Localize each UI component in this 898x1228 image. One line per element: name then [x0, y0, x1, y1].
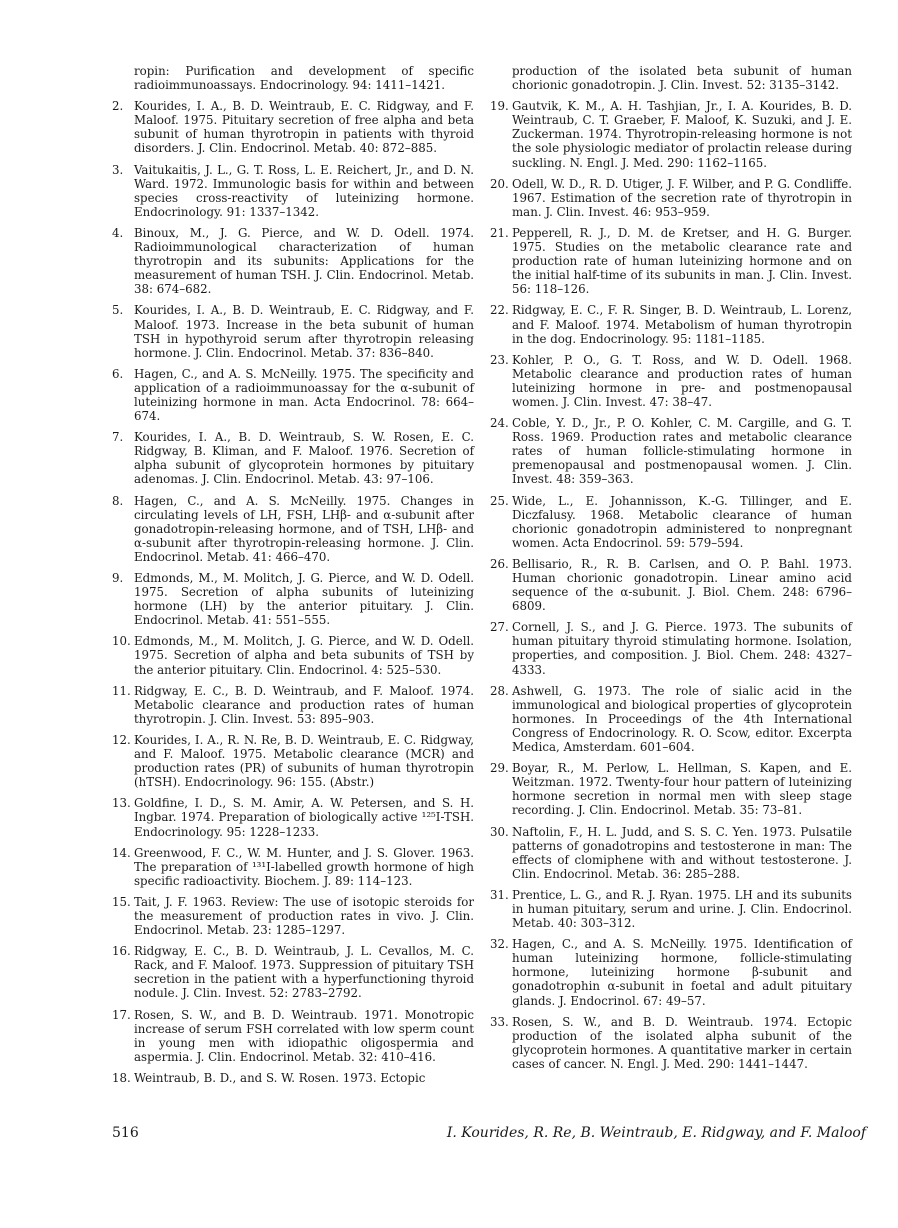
reference-number: 22. — [490, 303, 509, 318]
reference-entry — [112, 571, 474, 627]
reference-text: Weintraub, B. D., and S. W. Rosen. 1973. Ectopic — [134, 1070, 426, 1085]
running-authors: I. Kourides, R. Re, B. Weintraub, E. Ridgway, and F. Maloof — [446, 1125, 866, 1141]
reference-number: 12. — [112, 732, 131, 747]
reference-text: Hagen, C., and A. S. McNeilly. 1975. Identification of human luteinizing hormone, follicle-stimulating hormone, luteinizing hormone β-subunit and gonadotrophin α-subunit in foetal and adult pituitary glands. J. Endocrinol. 67: 49–57. — [512, 937, 852, 1008]
reference-entry — [112, 796, 474, 838]
reference-text: Tait, J. F. 1963. Review: The use of isotopic steroids for the measurement of production rates in vivo. J. Clin. Endocrinol. Metab. 23: 1285–1297. — [134, 894, 474, 938]
reference-text: Cornell, J. S., and J. G. Pierce. 1973. The subunits of human pituitary thyroid stimulating hormone. Isolation, properties, and composition. J. Biol. Chem. 248: 4327–4333. — [512, 620, 852, 677]
reference-entry — [490, 761, 852, 817]
reference-entry — [112, 1008, 474, 1064]
reference-number: 4. — [112, 225, 124, 240]
reference-number: 10. — [112, 634, 131, 649]
reference-text: production of the isolated beta subunit of human chorionic gonadotropin. J. Clin. Invest. 52: 3135–3142. — [512, 64, 852, 93]
reference-number: 26. — [490, 556, 509, 571]
reference-entry — [112, 733, 474, 789]
reference-entry — [490, 226, 852, 296]
reference-text: Kourides, I. A., R. N. Re, B. D. Weintraub, E. C. Ridgway, and F. Maloof. 1975. Metabolic clearance (MCR) and production rates (PR) of subunits of human thyrotropin (hTSH). Endocrinology. 96: 155. (Abstr.) — [134, 732, 474, 790]
reference-text: Naftolin, F., H. L. Judd, and S. S. C. Yen. 1973. Pulsatile patterns of gonadotropins and testosterone in man: The effects of clomiphene with and without testosterone. J. Clin. Endocrinol. Metab. 36: 285–288. — [512, 824, 852, 881]
reference-text: Rosen, S. W., and B. D. Weintraub. 1974. Ectopic production of the isolated alpha subunit of the glycoprotein hormones. A quantitative marker in certain cases of cancer. N. Engl. J. Med. 290: 1441–1447. — [512, 1014, 852, 1071]
reference-entry — [112, 846, 474, 888]
reference-text: ropin: Purification and development of specific radioimmunoassays. Endocrinology. 94: 1411–1421. — [134, 64, 474, 93]
reference-number: 31. — [490, 887, 509, 902]
reference-entry — [490, 416, 852, 486]
reference-entry — [490, 937, 852, 1007]
reference-text: Ridgway, E. C., B. D. Weintraub, and F. Maloof. 1974. Metabolic clearance and production rates of human thyrotropin. J. Clin. Invest. 53: 895–903. — [134, 683, 474, 726]
reference-number: 16. — [112, 944, 131, 959]
reference-entry — [112, 367, 474, 423]
reference-text: Hagen, C., and A. S. McNeilly. 1975. The specificity and application of a radioimmunoassay for the α-subunit of luteinizing hormone in man. Acta Endocrinol. 78: 664–674. — [134, 366, 474, 424]
reference-number: 11. — [112, 683, 131, 698]
reference-text: Ashwell, G. 1973. The role of sialic acid in the immunological and biological properties of glycoprotein hormones. In Proceedings of the 4th International Congress of Endocrinology. R. O. Scow, editor. Excerpta Medica, Amsterdam. 601–604. — [512, 683, 852, 755]
reference-text: Binoux, M., J. G. Pierce, and W. D. Odell. 1974. Radioimmunological characterization of human thyrotropin and its subunits: Applications for the measurement of human TSH. J. Clin. Endocrinol. Metab. 38: 674–682. — [134, 225, 474, 297]
reference-text: Kohler, P. O., G. T. Ross, and W. D. Odell. 1968. Metabolic clearance and production rates of human luteinizing hormone in pre- and postmenopausal women. J. Clin. Invest. 47: 38–47. — [512, 352, 852, 409]
reference-number: 21. — [490, 225, 509, 240]
reference-text: Pepperell, R. J., D. M. de Kretser, and H. G. Burger. 1975. Studies on the metabolic clearance rate and production rate of human luteinizing hormone and on the initial half-time of its subunits in man. J. Clin. Invest. 56: 118–126. — [512, 225, 852, 297]
reference-text: Ridgway, E. C., B. D. Weintraub, J. L. Cevallos, M. C. Rack, and F. Maloof. 1973. Suppression of pituitary TSH secretion in the patient with a hyperfunctioning thyroid nodule. J. Clin. Invest. 52: 2783–2792. — [134, 944, 474, 1001]
reference-number: 20. — [490, 176, 509, 191]
reference-number: 3. — [112, 162, 124, 177]
reference-number: 2. — [112, 99, 124, 114]
reference-text: Vaitukaitis, J. L., G. T. Ross, L. E. Reichert, Jr., and D. N. Ward. 1972. Immunologic basis for within and between species cross-reactivity of luteinizing hormone. Endocrinology. 91: 1337–1342. — [134, 162, 474, 219]
reference-number: 9. — [112, 571, 124, 585]
reference-text: Coble, Y. D., Jr., P. O. Kohler, C. M. Cargille, and G. T. Ross. 1969. Production rates and metabolic clearance rates of human follicle-stimulating hormone in premenopausal and postmenopausal women. J. Clin. Invest. 48: 359–363. — [512, 416, 852, 487]
reference-text: Prentice, L. G., and R. J. Ryan. 1975. LH and its subunits in human pituitary, serum and urine. J. Clin. Endocrinol. Metab. 40: 303–312. — [512, 887, 852, 931]
reference-entry — [112, 494, 474, 564]
reference-number: 24. — [490, 416, 509, 431]
reference-number: 14. — [112, 845, 131, 860]
reference-text: Greenwood, F. C., W. M. Hunter, and J. S. Glover. 1963. The preparation of ¹³¹I-labelled growth hormone of high specific radioactivity. Biochem. J. 89: 114–123. — [134, 845, 474, 888]
reference-number: 28. — [490, 683, 509, 698]
reference-entry — [490, 1015, 852, 1071]
reference-text: Ridgway, E. C., F. R. Singer, B. D. Weintraub, L. Lorenz, and F. Maloof. 1974. Metabolism of human thyrotropin in the dog. Endocrinology. 95: 1181–1185. — [512, 303, 852, 346]
reference-entry — [112, 226, 474, 296]
reference-entry — [112, 1071, 474, 1085]
reference-entry — [490, 303, 852, 345]
reference-number: 23. — [490, 352, 509, 367]
references-left-column — [112, 64, 474, 1092]
reference-number: 5. — [112, 303, 124, 318]
reference-entry — [112, 684, 474, 726]
reference-text: Boyar, R., M. Perlow, L. Hellman, S. Kapen, and E. Weitzman. 1972. Twenty-four hour pattern of luteinizing hormone secretion in normal men with sleep stage recording. J. Clin. Endocrinol. Metab. 35: 73–81. — [512, 761, 852, 818]
reference-text: Bellisario, R., R. B. Carlsen, and O. P. Bahl. 1973. Human chorionic gonadotropin. Linear amino acid sequence of the α-subunit. J. Biol. Chem. 248: 6796–6809. — [512, 556, 852, 614]
reference-number: 25. — [490, 493, 509, 508]
reference-entry — [112, 634, 474, 676]
reference-entry — [490, 99, 852, 169]
reference-entry — [112, 303, 474, 359]
reference-entry — [112, 430, 474, 486]
reference-number: 29. — [490, 761, 509, 776]
reference-number: 7. — [112, 430, 124, 445]
reference-text: Goldfine, I. D., S. M. Amir, A. W. Petersen, and S. H. Ingbar. 1974. Preparation of biologically active ¹²⁵I-TSH. Endocrinology. 95: 1228–1233. — [134, 796, 474, 839]
reference-text: Gautvik, K. M., A. H. Tashjian, Jr., I. A. Kourides, B. D. Weintraub, C. T. Graeber, F. Maloof, K. Suzuki, and J. E. Zuckerman. 1974. Thyrotropin-releasing hormone is not the sole physiologic mediator of prolactin release during suckling. N. Engl. J. Med. 290: 1162–1165. — [512, 99, 852, 170]
reference-text: Edmonds, M., M. Molitch, J. G. Pierce, and W. D. Odell. 1975. Secretion of alpha subunits of luteinizing hormone (LH) by the anterior pituitary. J. Clin. Endocrinol. Metab. 41: 551–555. — [134, 571, 474, 628]
reference-number: 19. — [490, 99, 509, 114]
reference-text: Kourides, I. A., B. D. Weintraub, E. C. Ridgway, and F. Maloof. 1975. Pituitary secretion of free alpha and beta subunit of human thyrotropin in patients with thyroid disorders. J. Clin. Endocrinol. Metab. 40: 872–885. — [134, 99, 474, 156]
reference-entry — [112, 895, 474, 937]
reference-text: Odell, W. D., R. D. Utiger, J. F. Wilber, and P. G. Condliffe. 1967. Estimation of the secretion rate of thyrotropin in man. J. Clin. Invest. 46: 953–959. — [512, 176, 852, 219]
reference-number: 13. — [112, 796, 131, 811]
page-footer — [112, 1125, 866, 1145]
reference-text: Rosen, S. W., and B. D. Weintraub. 1971. Monotropic increase of serum FSH correlated with low sperm count in young men with idiopathic oligospermia and aspermia. J. Clin. Endocrinol. Metab. 32: 410–416. — [134, 1007, 474, 1064]
reference-entry — [490, 177, 852, 219]
reference-text: Kourides, I. A., B. D. Weintraub, S. W. Rosen, E. C. Ridgway, B. Kliman, and F. Maloof. 1976. Secretion of alpha subunit of glycoprotein hormones by pituitary adenomas. J. Clin. Endocrinol. Metab. 43: 97–106. — [134, 430, 474, 487]
reference-number: 27. — [490, 620, 509, 635]
reference-text: Kourides, I. A., B. D. Weintraub, E. C. Ridgway, and F. Maloof. 1973. Increase in the beta subunit of human TSH in hypothyroid serum after thyrotropin releasing hormone. J. Clin. Endocrinol. Metab. 37: 836–840. — [134, 303, 474, 360]
reference-entry — [112, 163, 474, 219]
reference-text: Hagen, C., and A. S. McNeilly. 1975. Changes in circulating levels of LH, FSH, LHβ- and α-subunit after gonadotropin-releasing hormone, and of TSH, LHβ- and α-subunit after thyrotropin-releasing hormone. J. Clin. Endocrinol. Metab. 41: 466–470. — [134, 493, 474, 564]
reference-number: 6. — [112, 366, 124, 381]
reference-entry — [490, 353, 852, 409]
reference-text: Edmonds, M., M. Molitch, J. G. Pierce, and W. D. Odell. 1975. Secretion of alpha and beta subunits of TSH by the anterior pituitary. Clin. Endocrinol. 4: 525–530. — [134, 634, 474, 677]
reference-entry — [490, 888, 852, 930]
reference-entry — [112, 64, 474, 92]
reference-entry — [112, 944, 474, 1000]
reference-number: 17. — [112, 1007, 131, 1022]
reference-number: 32. — [490, 937, 509, 952]
reference-number: 18. — [112, 1070, 131, 1085]
reference-entry — [112, 99, 474, 155]
reference-entry — [490, 684, 852, 754]
reference-number: 8. — [112, 493, 124, 508]
reference-entry — [490, 494, 852, 550]
reference-entry — [490, 620, 852, 676]
reference-entry — [490, 825, 852, 881]
reference-number: 30. — [490, 824, 509, 839]
reference-number: 15. — [112, 894, 131, 909]
references-right-column — [490, 64, 852, 1078]
reference-entry — [490, 557, 852, 613]
reference-number: 33. — [490, 1014, 509, 1029]
page-number: 516 — [112, 1125, 139, 1141]
reference-text: Wide, L., E. Johannisson, K.-G. Tillinger, and E. Diczfalusy. 1968. Metabolic clearance of human chorionic gonadotropin administered to nonpregnant women. Acta Endocrinol. 59: 579–594. — [512, 493, 852, 550]
reference-entry — [490, 64, 852, 92]
